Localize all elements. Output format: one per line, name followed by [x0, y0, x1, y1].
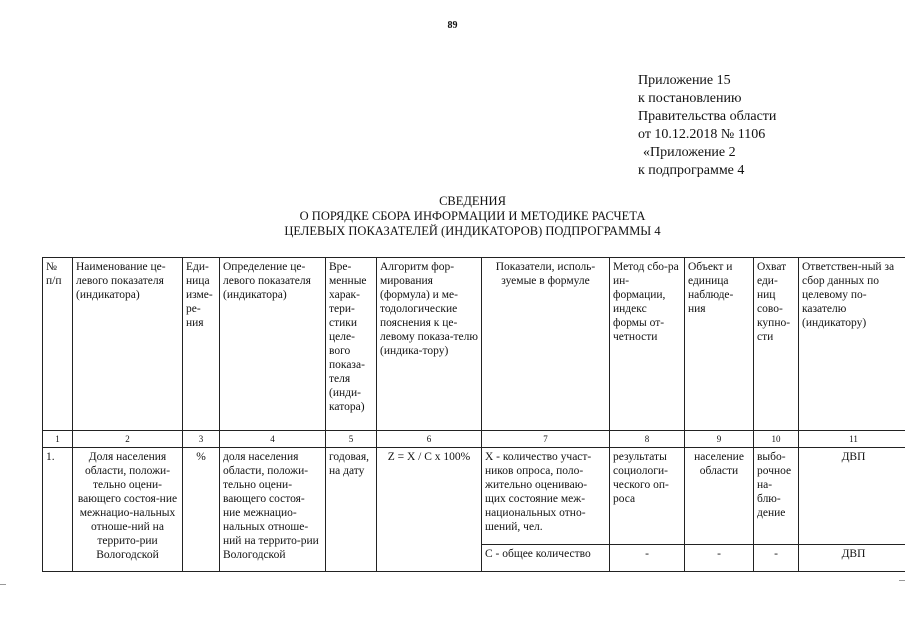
header-row: [43, 258, 905, 431]
column-number-row: [43, 431, 905, 448]
formula-indicator-cell: X - количество участ-ников опроса, поло-жительно оцениваю-щих состояние меж-национальных отно-шений, чел.: [482, 448, 610, 545]
collection-method-cell: -: [610, 545, 685, 572]
coverage-cell: выбо-рочное на-блю-дение: [754, 448, 799, 545]
appendix-line: Приложение 15: [638, 73, 731, 88]
column-number: 6: [377, 431, 482, 448]
scan-edge-mark: [899, 580, 905, 581]
column-number: 4: [220, 431, 326, 448]
header-cell: Метод сбо-ра ин-формации, индекс формы от-четности: [610, 258, 685, 431]
appendix-line: к подпрограмме 4: [638, 163, 745, 178]
header-cell: Определение це-левого показателя (индикатора): [220, 258, 326, 431]
column-number: 10: [754, 431, 799, 448]
column-number: 5: [326, 431, 377, 448]
row-number-cell: 1.: [43, 448, 73, 572]
table-row: [43, 448, 905, 545]
definition-cell: доля населения области, положи-тельно оцени-вающего состоя-ние межнацио-нальных отноше-ний на террито-рии Вологодской: [220, 448, 326, 572]
header-cell: Алгоритм фор-мирования (формула) и ме-тодологические пояснения к це-левому показа-телю (индика-тору): [377, 258, 482, 431]
header-cell: Охват еди-ниц сово-купно-сти: [754, 258, 799, 431]
indicator-name-cell: Доля населения области, положи-тельно оцени-вающего состоя-ние межнацио-нальных отноше-ний на террито-рии Вологодской: [73, 448, 183, 572]
title-line: ЦЕЛЕВЫХ ПОКАЗАТЕЛЕЙ (ИНДИКАТОРОВ) ПОДПРОГРАММЫ 4: [284, 224, 661, 238]
scan-edge-mark: [0, 584, 6, 585]
header-cell: Наименование це-левого показателя (индикатора): [73, 258, 183, 431]
header-cell: Еди-ница изме-ре-ния: [183, 258, 220, 431]
page-number: 89: [447, 20, 458, 31]
responsible-cell: ДВП: [799, 545, 905, 572]
appendix-line: Правительства области: [638, 109, 777, 124]
column-number: 7: [482, 431, 610, 448]
column-number: 1: [43, 431, 73, 448]
column-number: 3: [183, 431, 220, 448]
observation-object-cell: население области: [685, 448, 754, 545]
responsible-cell: ДВП: [799, 448, 905, 545]
time-characteristics-cell: годовая, на дату: [326, 448, 377, 572]
title-line: СВЕДЕНИЯ: [439, 194, 506, 208]
formula-indicator-cell: C - общее количество: [482, 545, 610, 572]
observation-object-cell: -: [685, 545, 754, 572]
column-number: 11: [799, 431, 905, 448]
indicators-table: [42, 257, 905, 572]
header-cell: Вре-менные харак-тери-стики целе-вого показа-теля (инди-катора): [326, 258, 377, 431]
appendix-line: от 10.12.2018 № 1106: [638, 127, 766, 142]
document-title: [0, 194, 905, 239]
column-number: 8: [610, 431, 685, 448]
header-cell: Показатели, исполь-зуемые в формуле: [482, 258, 610, 431]
appendix-line: к постановлению: [638, 91, 742, 106]
column-number: 9: [685, 431, 754, 448]
header-cell: Ответствен-ный за сбор данных по целевому по-казателю (индикатору): [799, 258, 905, 431]
appendix-line: «Приложение 2: [643, 145, 736, 160]
collection-method-cell: результаты социологи-ческого оп-роса: [610, 448, 685, 545]
header-cell: Объект и единица наблюде-ния: [685, 258, 754, 431]
unit-cell: %: [183, 448, 220, 572]
appendix-block: [638, 72, 776, 180]
coverage-cell: -: [754, 545, 799, 572]
column-number: 2: [73, 431, 183, 448]
header-cell: № п/п: [43, 258, 73, 431]
title-line: О ПОРЯДКЕ СБОРА ИНФОРМАЦИИ И МЕТОДИКЕ РАСЧЕТА: [299, 209, 646, 223]
formula-cell: Z = X / C x 100%: [377, 448, 482, 572]
